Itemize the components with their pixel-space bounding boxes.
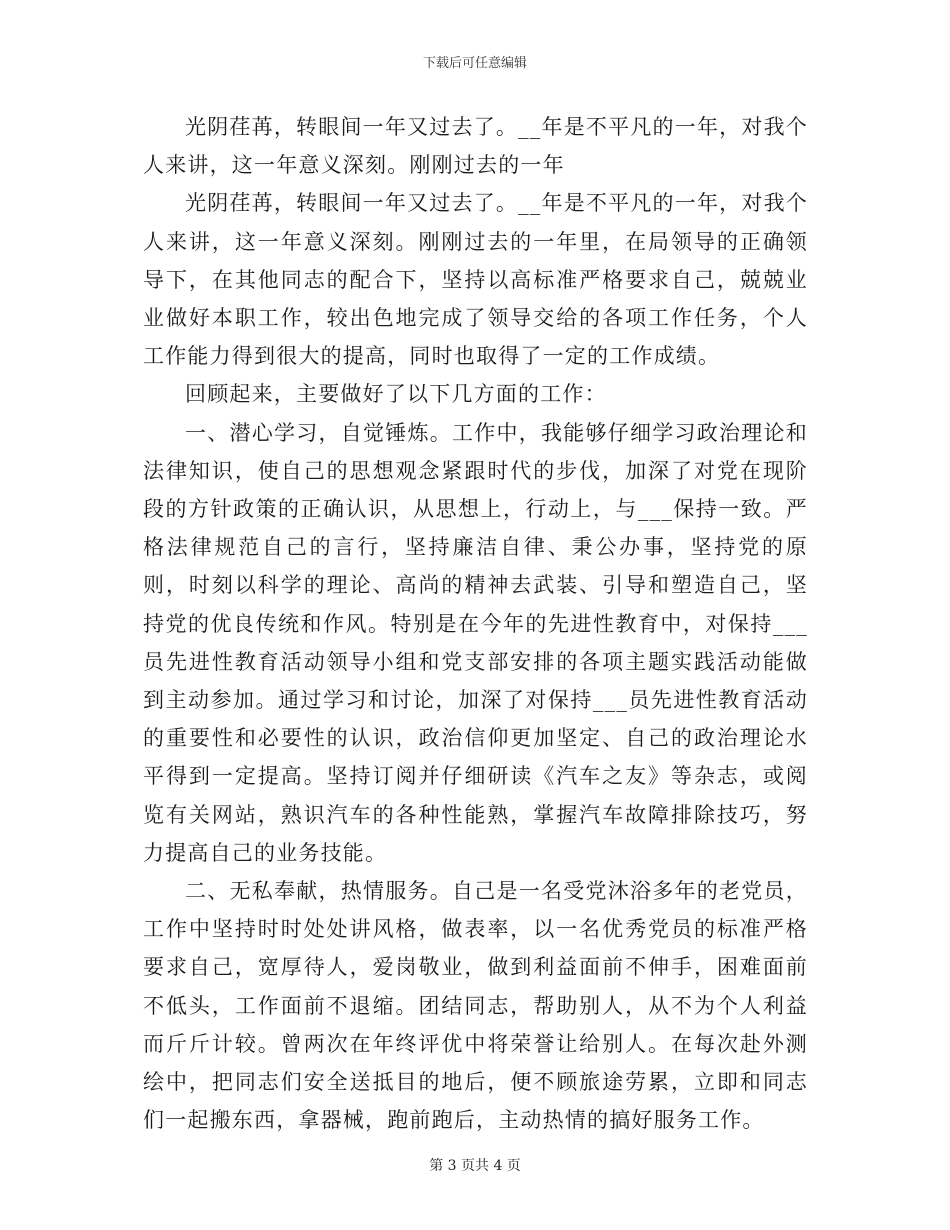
paragraph-review: 回顾起来，主要做好了以下几方面的工作： [185,382,607,407]
paragraph-section-one: 一、潜心学习，自觉锤炼。工作中，我能够仔细学习政治理论和法律知识，使自己的思想观念紧跟时代的步伐，加深了对党在现阶段的方针政策的正确认识，从思想上，行动上，与___保持一致。严格法律规范自己的言行，坚持廉洁自律、秉公办事，坚持党的原则，时刻以科学的理论、高尚的精神去武装、引导和塑造自己，坚持党的优良传统和作风。特别是在今年的先进性教育中，对保持___员先进性教育活动领导小组和党支部安排的各项主题实践活动能做到主动参加。通过学习和讨论，加深了对保持___员先进性教育活动的重要性和必要性的认识，政治信仰更加坚定、自己的政治理论水平得到一定提高。坚持订阅并仔细研读《汽车之友》等杂志，或阅览有关网站，熟识汽车的各种性能熟，掌握汽车故障排除技巧，努力提高自己的业务技能。 [143,420,808,865]
paragraph-section-two: 二、无私奉献，热情服务。自己是一名受党沐浴多年的老党员，工作中坚持时时处处讲风格，做表率，以一名优秀党员的标准严格要求自己，宽厚待人，爱岗敬业，做到利益面前不伸手，困难面前不低头，工作面前不退缩。团结同志，帮助别人，从不为个人利益而斤斤计较。曾两次在年终评优中将荣誉让给别人。在每次赴外测绘中，把同志们安全送抵目的地后，便不顾旅途劳累，立即和同志们一起搬东西，拿器械，跑前跑后，主动热情的搞好服务工作。 [143,879,808,1133]
paragraph-intro: 光阴荏苒，转眼间一年又过去了。__年是不平凡的一年，对我个人来讲，这一年意义深刻。刚刚过去的一年里，在局领导的正确领导下，在其他同志的配合下，坚持以高标准严格要求自己，兢兢业业做好本职工作，较出色地完成了领导交给的各项工作任务，个人工作能力得到很大的提高，同时也取得了一定的工作成绩。 [143,191,808,369]
page-number: 第 3 页共 4 页 [429,1158,521,1174]
document-body [143,108,808,1139]
paragraph-intro-fragment: 光阴荏苒，转眼间一年又过去了。__年是不平凡的一年，对我个人来讲，这一年意义深刻。刚刚过去的一年 [143,115,808,178]
header-note: 下载后可任意编辑 [422,56,527,71]
